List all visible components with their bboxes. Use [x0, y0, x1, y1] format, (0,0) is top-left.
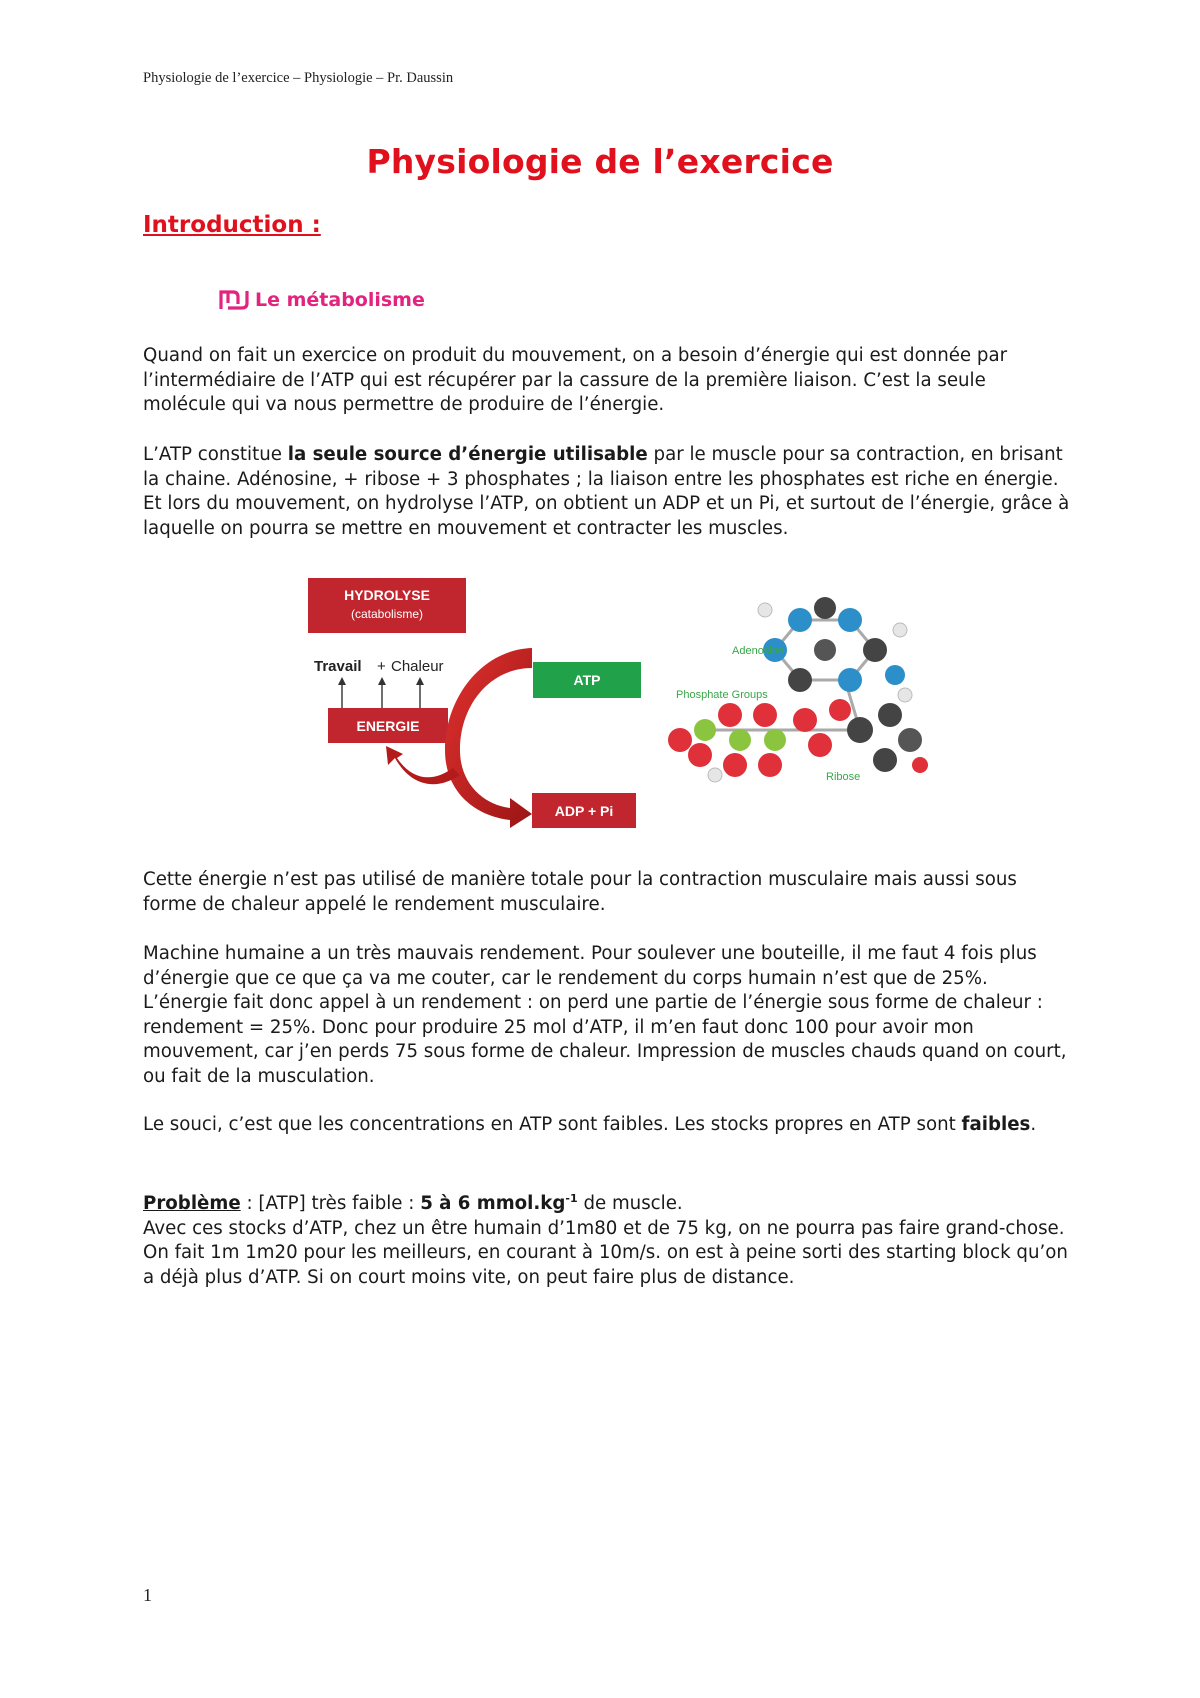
- p6-bold: 5 à 6 mmol.kg: [420, 1193, 566, 1215]
- p5-before: Le souci, c’est que les concentrations en ATP sont faibles. Les stocks propres en ATP sont: [143, 1114, 962, 1135]
- p2-bold: la seule source d’énergie utilisable: [287, 444, 648, 465]
- adenosine-label: Adenosine: [732, 645, 784, 657]
- p2-before: L’ATP constitue: [143, 444, 288, 465]
- upward-arrows: [338, 677, 424, 708]
- section-heading: [218, 289, 425, 311]
- phosphate-label: Phosphate Groups: [676, 689, 768, 701]
- p5-after: .: [1030, 1114, 1037, 1135]
- p5-bold: faibles: [961, 1114, 1031, 1135]
- atp-molecule-diagram: [660, 590, 950, 790]
- p2-after: par le muscle pour sa contraction, en brisant la chaine. Adénosine, + ribose + 3 phosphates ; la liaison entre les phosphates est riche en énergie. Et lors du mouvement, on hydrolyse l’ATP, on obtient un ADP et un Pi, et surtout de l’énergie, grâce à laquelle on pourra se mettre en mouvement et contracter les muscles.: [143, 444, 1070, 539]
- paragraph-2: [143, 443, 1073, 541]
- paragraph-6: [143, 1187, 1073, 1290]
- plus-label: +: [377, 658, 386, 675]
- ribose-label: Ribose: [826, 771, 861, 783]
- shekel-bullet-icon: [218, 289, 250, 311]
- p6-mid: : [ATP] très faible :: [240, 1193, 421, 1215]
- paragraph-1: Quand on fait un exercice on produit du mouvement, on a besoin d’énergie qui est donnée par l’intermédiaire de l’ATP qui est récupérer par la cassure de la première liaison. C’est la seule molécule qui va nous permettre de produire de l’énergie.: [143, 345, 1008, 415]
- atp-label: ATP: [573, 672, 601, 688]
- paragraph-5: [143, 1113, 1073, 1138]
- page-number: 1: [143, 1585, 152, 1605]
- curved-arrow: [445, 648, 532, 828]
- energie-label: ENERGIE: [356, 718, 420, 734]
- p6-sup: -1: [565, 1192, 578, 1205]
- section-heading-text: Le métabolisme: [255, 289, 425, 311]
- intro-heading: Introduction :: [143, 212, 321, 238]
- adp-label: ADP + Pi: [554, 803, 614, 819]
- hydrolyse-label: HYDROLYSE: [344, 587, 430, 603]
- p6-after: de muscle.: [577, 1193, 683, 1215]
- running-header: Physiologie de l’exercice – Physiologie – Pr. Daussin: [143, 70, 454, 86]
- page-title: Physiologie de l’exercice: [366, 142, 834, 181]
- catabolisme-label: (catabolisme): [350, 607, 424, 621]
- probleme-label: Problème: [143, 1193, 241, 1215]
- travail-label: Travail: [314, 658, 362, 675]
- p6-rest: Avec ces stocks d’ATP, chez un être humain d’1m80 et de 75 kg, on ne pourra pas faire grand-chose. On fait 1m 1m20 pour les meilleurs, en courant à 10m/s. on est à peine sorti des starting block qu’on a déjà plus d’ATP. Si on court moins vite, on peut faire plus de distance.: [143, 1217, 1068, 1288]
- hydrolysis-diagram: [300, 570, 650, 845]
- paragraph-3: Cette énergie n’est pas utilisé de manière totale pour la contraction musculaire mais aussi sous forme de chaleur appelé le rendement musculaire.: [143, 869, 1017, 915]
- phosphate-atoms: [668, 703, 832, 782]
- paragraph-4: Machine humaine a un très mauvais rendement. Pour soulever une bouteille, il me faut 4 fois plus d’énergie que ce que ça va me couter, car le rendement du corps humain n’est que de 25%. L’énergie fait donc appel à un rendement : on perd une partie de l’énergie sous forme de chaleur : rendement = 25%. Donc pour produire 25 mol d’ATP, il m’en faut donc 100 pour avoir mon mouvement, car j’en perds 75 sous forme de chaleur. Impression de muscles chauds quand on court, ou fait de la musculation.: [143, 943, 1067, 1087]
- chaleur-label: Chaleur: [391, 658, 444, 675]
